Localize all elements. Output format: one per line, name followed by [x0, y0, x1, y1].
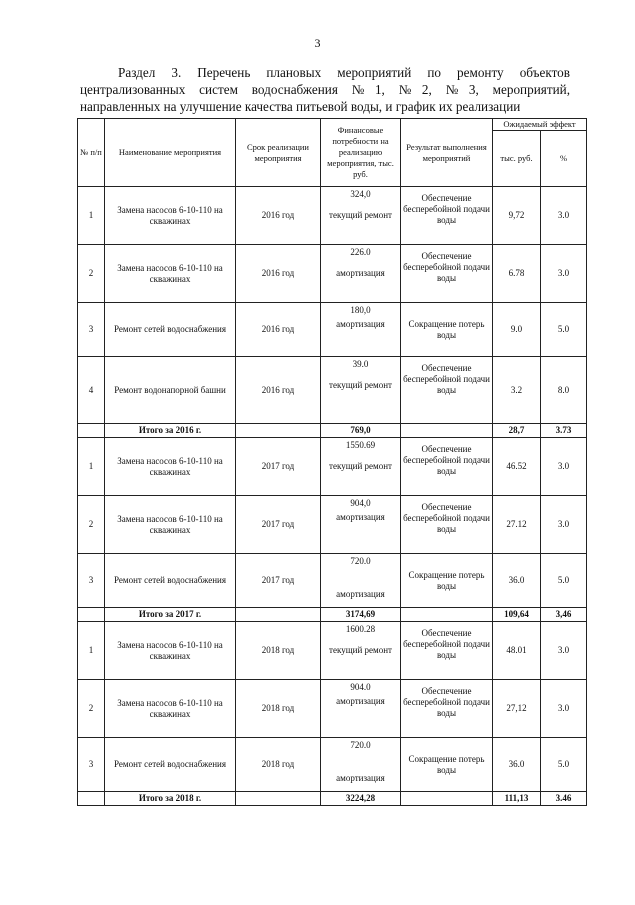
- finance-amount: 180,0: [350, 305, 371, 315]
- cell-name: Замена насосов 6-10-110 на скважинах: [105, 187, 236, 245]
- cell-name: Замена насосов 6-10-110 на скважинах: [105, 622, 236, 680]
- cell-finance: [321, 357, 401, 424]
- cell-effect-pct: 5.0: [541, 554, 587, 608]
- cell-term: 2018 год: [236, 738, 321, 792]
- finance-source: амортизация: [336, 589, 385, 599]
- total-rub: 28,7: [493, 424, 541, 438]
- cell-name: Ремонт сетей водоснабжения: [105, 303, 236, 357]
- cell-num: 2: [78, 496, 105, 554]
- cell-name: Замена насосов 6-10-110 на скважинах: [105, 496, 236, 554]
- total-rub: 109,64: [493, 608, 541, 622]
- cell-term: 2016 год: [236, 245, 321, 303]
- cell-effect-rub: 36.0: [493, 554, 541, 608]
- table-row: [78, 438, 587, 496]
- cell-name: Замена насосов 6-10-110 на скважинах: [105, 438, 236, 496]
- table-row: [78, 738, 587, 792]
- header-effect-rub: тыс. руб.: [493, 131, 541, 187]
- finance-source: текущий ремонт: [329, 461, 392, 471]
- cell-result: Обеспечение бесперебойной подачи воды: [401, 245, 493, 303]
- cell-term: 2017 год: [236, 496, 321, 554]
- section-heading: [80, 64, 570, 115]
- cell-effect-rub: 6.78: [493, 245, 541, 303]
- cell-num: 1: [78, 622, 105, 680]
- cell-result: Обеспечение бесперебойной подачи воды: [401, 187, 493, 245]
- cell-name: Замена насосов 6-10-110 на скважинах: [105, 680, 236, 738]
- page-number: 3: [314, 36, 321, 50]
- finance-amount: 1550.69: [345, 440, 376, 450]
- total-row: [78, 608, 587, 622]
- cell-empty: [401, 792, 493, 806]
- finance-amount: 904.0: [350, 682, 371, 692]
- total-label: Итого за 2016 г.: [105, 424, 236, 438]
- heading-line-3: направленных на улучшение качества питьевой воды, и график их реализации: [80, 99, 521, 114]
- finance-source: амортизация: [336, 773, 385, 783]
- finance-source: текущий ремонт: [329, 380, 392, 390]
- cell-num: 3: [78, 554, 105, 608]
- cell-effect-pct: 3.0: [541, 496, 587, 554]
- cell-effect-rub: 36.0: [493, 738, 541, 792]
- finance-source: амортизация: [336, 696, 385, 706]
- cell-num: 1: [78, 438, 105, 496]
- finance-amount: 226.0: [350, 247, 371, 257]
- cell-name: Ремонт сетей водоснабжения: [105, 738, 236, 792]
- total-amount: 3174,69: [321, 608, 401, 622]
- header-result: Результат выполнения мероприятий: [401, 119, 493, 187]
- total-row: [78, 792, 587, 806]
- cell-effect-pct: 5.0: [541, 738, 587, 792]
- cell-term: 2016 год: [236, 303, 321, 357]
- cell-finance: [321, 303, 401, 357]
- cell-finance: [321, 187, 401, 245]
- cell-num: 3: [78, 738, 105, 792]
- header-effect: Ожидаемый эффект: [493, 119, 587, 131]
- header-effect-pct: %: [541, 131, 587, 187]
- total-rub: 111,13: [493, 792, 541, 806]
- cell-term: 2017 год: [236, 554, 321, 608]
- total-label: Итого за 2017 г.: [105, 608, 236, 622]
- cell-result: Сокращение потерь воды: [401, 554, 493, 608]
- total-pct: 3.73: [541, 424, 587, 438]
- header-num: № п/п: [78, 119, 105, 187]
- header-name: Наименование мероприятия: [105, 119, 236, 187]
- cell-effect-rub: 9,72: [493, 187, 541, 245]
- total-pct: 3,46: [541, 608, 587, 622]
- cell-effect-rub: 27,12: [493, 680, 541, 738]
- cell-finance: [321, 622, 401, 680]
- cell-effect-pct: 3.0: [541, 680, 587, 738]
- heading-line-1: Раздел 3. Перечень плановых мероприятий по ремонту объектов: [118, 65, 570, 80]
- finance-source: амортизация: [336, 319, 385, 329]
- cell-num: 2: [78, 245, 105, 303]
- cell-effect-rub: 27.12: [493, 496, 541, 554]
- cell-finance: [321, 680, 401, 738]
- cell-term: 2016 год: [236, 357, 321, 424]
- cell-num: 1: [78, 187, 105, 245]
- finance-amount: 720.0: [350, 740, 371, 750]
- cell-name: Ремонт водонапорной башни: [105, 357, 236, 424]
- table-row: [78, 303, 587, 357]
- cell-name: Ремонт сетей водоснабжения: [105, 554, 236, 608]
- cell-term: 2016 год: [236, 187, 321, 245]
- cell-effect-rub: 3.2: [493, 357, 541, 424]
- cell-finance: [321, 554, 401, 608]
- finance-amount: 39.0: [352, 359, 369, 369]
- finance-amount: 1600.28: [345, 624, 376, 634]
- table-row: [78, 554, 587, 608]
- table-row: [78, 496, 587, 554]
- table-row: [78, 187, 587, 245]
- finance-source: текущий ремонт: [329, 210, 392, 220]
- cell-term: 2018 год: [236, 622, 321, 680]
- cell-result: Обеспечение бесперебойной подачи воды: [401, 438, 493, 496]
- cell-result: Сокращение потерь воды: [401, 303, 493, 357]
- cell-effect-pct: 3.0: [541, 245, 587, 303]
- cell-result: Обеспечение бесперебойной подачи воды: [401, 680, 493, 738]
- total-amount: 3224,28: [321, 792, 401, 806]
- total-amount: 769,0: [321, 424, 401, 438]
- heading-line-2: централизованных систем водоснабжения №1, №2, №3, мероприятий,: [80, 82, 570, 97]
- cell-effect-pct: 8.0: [541, 357, 587, 424]
- table-row: [78, 622, 587, 680]
- total-label: Итого за 2018 г.: [105, 792, 236, 806]
- cell-result: Обеспечение бесперебойной подачи воды: [401, 622, 493, 680]
- cell-effect-pct: 5.0: [541, 303, 587, 357]
- header-term: Срок реализации мероприятия: [236, 119, 321, 187]
- cell-effect-pct: 3.0: [541, 622, 587, 680]
- cell-name: Замена насосов 6-10-110 на скважинах: [105, 245, 236, 303]
- cell-effect-pct: 3.0: [541, 187, 587, 245]
- cell-effect-rub: 48.01: [493, 622, 541, 680]
- header-finance: Финансовые потребности на реализацию мероприятия, тыс. руб.: [321, 119, 401, 187]
- finance-source: текущий ремонт: [329, 645, 392, 655]
- table-body: [78, 187, 587, 806]
- cell-empty: [401, 424, 493, 438]
- cell-effect-rub: 46.52: [493, 438, 541, 496]
- cell-empty: [401, 608, 493, 622]
- table-row: [78, 357, 587, 424]
- cell-finance: [321, 738, 401, 792]
- finance-amount: 720.0: [350, 556, 371, 566]
- total-pct: 3.46: [541, 792, 587, 806]
- cell-empty: [236, 792, 321, 806]
- finance-source: амортизация: [336, 512, 385, 522]
- cell-num: 4: [78, 357, 105, 424]
- total-row: [78, 424, 587, 438]
- cell-empty: [78, 424, 105, 438]
- cell-num: 2: [78, 680, 105, 738]
- finance-source: амортизация: [336, 268, 385, 278]
- cell-result: Обеспечение бесперебойной подачи воды: [401, 496, 493, 554]
- cell-finance: [321, 438, 401, 496]
- cell-empty: [78, 608, 105, 622]
- cell-finance: [321, 496, 401, 554]
- cell-result: Сокращение потерь воды: [401, 738, 493, 792]
- finance-amount: 904,0: [350, 498, 371, 508]
- cell-empty: [78, 792, 105, 806]
- cell-term: 2018 год: [236, 680, 321, 738]
- table-row: [78, 245, 587, 303]
- cell-finance: [321, 245, 401, 303]
- cell-empty: [236, 608, 321, 622]
- cell-term: 2017 год: [236, 438, 321, 496]
- table-row: [78, 680, 587, 738]
- cell-empty: [236, 424, 321, 438]
- finance-amount: 324,0: [350, 189, 371, 199]
- cell-effect-rub: 9.0: [493, 303, 541, 357]
- measures-table: [77, 118, 587, 806]
- cell-num: 3: [78, 303, 105, 357]
- cell-effect-pct: 3.0: [541, 438, 587, 496]
- cell-result: Обеспечение бесперебойной подачи воды: [401, 357, 493, 424]
